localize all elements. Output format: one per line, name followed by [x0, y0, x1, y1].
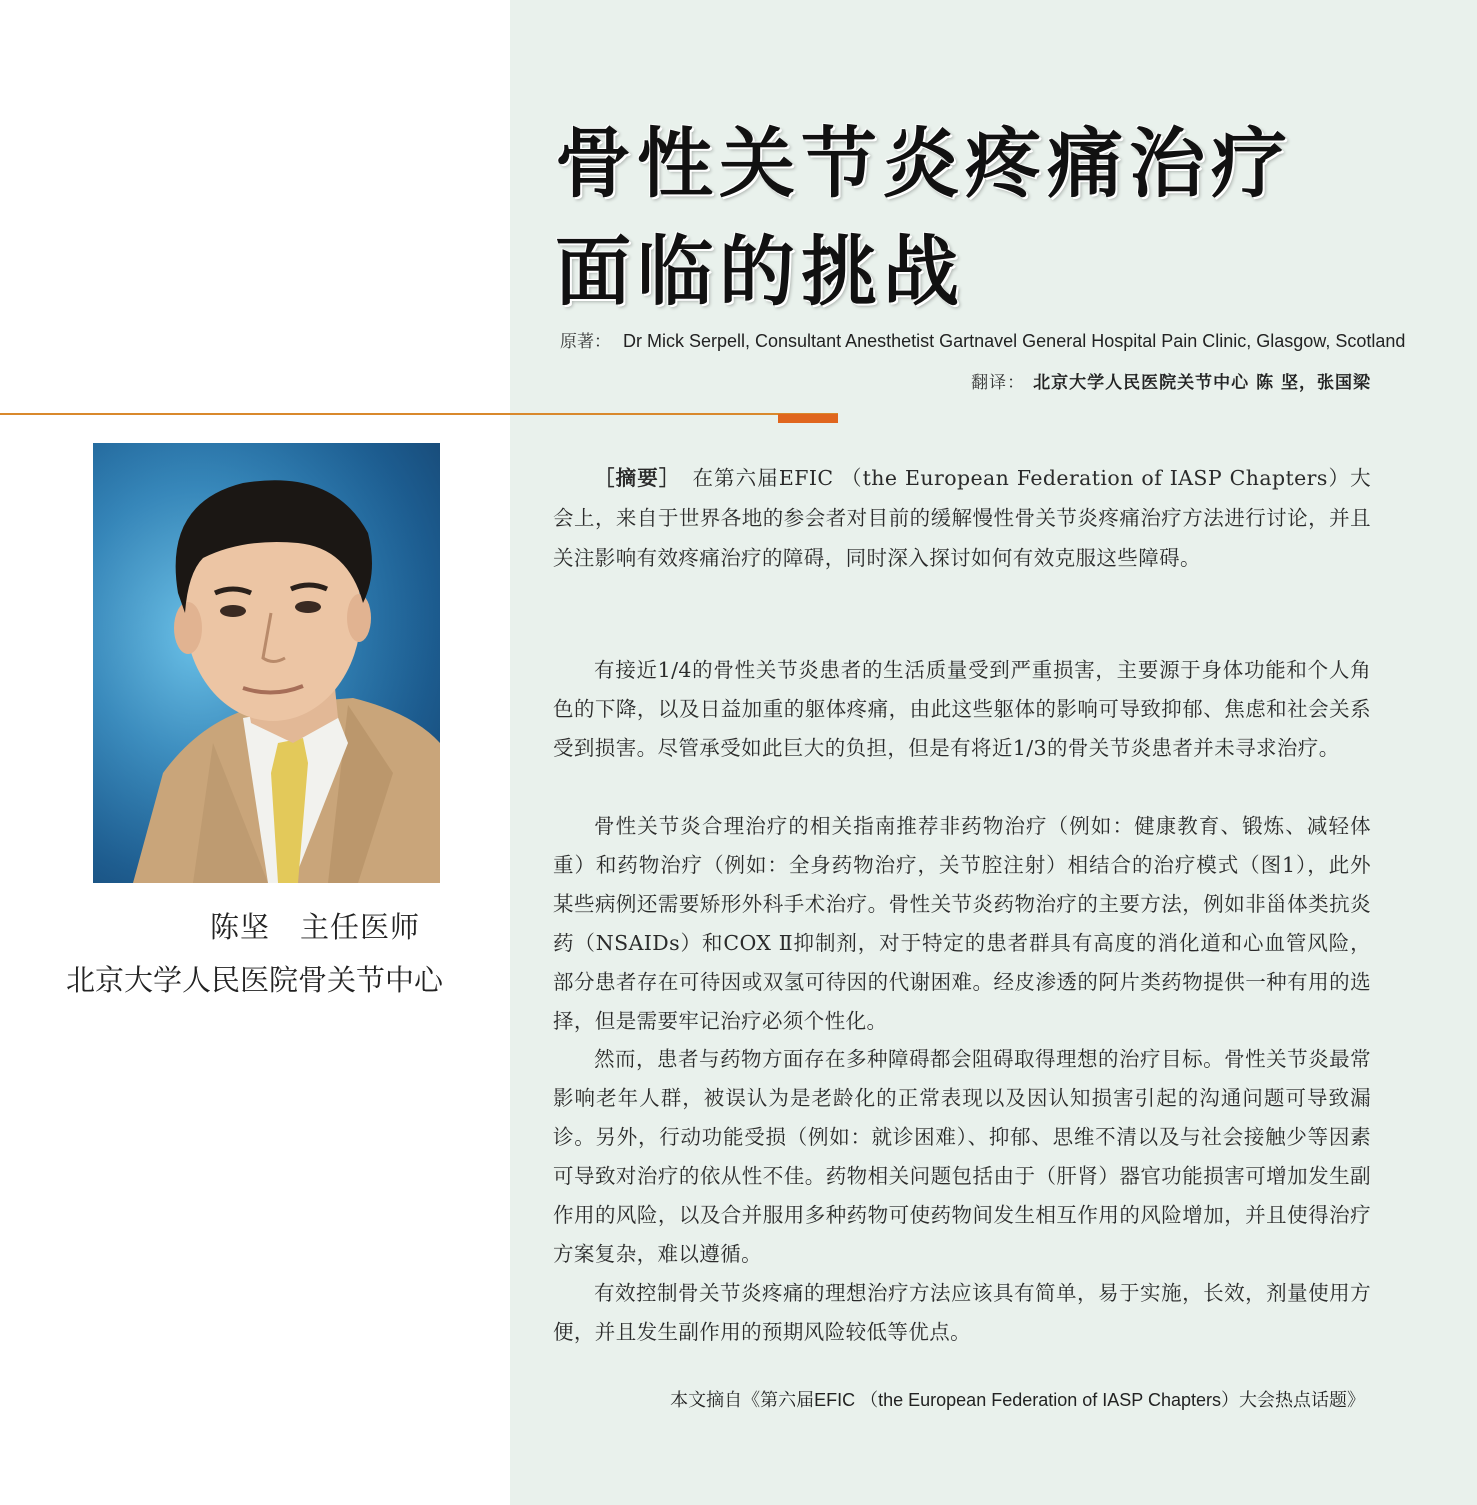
- profile-caption: [210, 905, 420, 946]
- profile-role: 主任医师: [300, 910, 421, 944]
- abstract-paragraph: [553, 458, 1371, 578]
- translator-line: [971, 368, 1371, 393]
- profile-organization: 北京大学人民医院骨关节中心: [66, 963, 444, 997]
- body-paragraph-2: 骨性关节炎合理治疗的相关指南推荐非药物治疗（例如：健康教育、锻炼、减轻体重）和药物治疗（例如：全身药物治疗，关节腔注射）相结合的治疗模式（图1），此外某些病例还需要矫形外科手术治疗。骨性关节炎药物治疗的主要方法，例如非甾体类抗炎药（NSAIDs）和COX Ⅱ抑制剂，对于特定的患者群具有高度的消化道和心血管风险，部分患者存在可待因或双氢可待因的代谢困难。经皮渗透的阿片类药物提供一种有用的选择，但是需要牢记治疗必须个性化。: [553, 814, 1371, 1033]
- divider-line: [0, 413, 838, 415]
- author-portrait-photo: [93, 443, 440, 883]
- abstract-text: 在第六届EFIC （the European Federation of IASP Chapters）大会上，来自于世界各地的参会者对目前的缓解慢性骨关节炎疼痛治疗方法进行讨论，并且关注影响有效疼痛治疗的障碍，同时深入探讨如何有效克服这些障碍。: [553, 466, 1371, 570]
- author-name: Dr Mick Serpell, Consultant Anesthetist Gartnavel General Hospital Pain Clinic, Glasgow, Scotland: [623, 331, 1406, 351]
- translator-label: 翻译：: [971, 373, 1026, 393]
- author-line: [560, 327, 1406, 352]
- source-note: 本文摘自《第六届EFIC （the European Federation of IASP Chapters）大会热点话题》: [670, 1390, 1365, 1410]
- title-line-1: 骨性关节炎疼痛治疗: [555, 119, 1293, 208]
- translator-names: 北京大学人民医院关节中心 陈 坚，张国梁: [1033, 373, 1371, 393]
- body-paragraph-4: 有效控制骨关节炎疼痛的理想治疗方法应该具有简单，易于实施，长效，剂量使用方便，并且发生副作用的预期风险较低等优点。: [553, 1281, 1371, 1344]
- article-title: [555, 110, 1435, 326]
- body-paragraph-3: 然而，患者与药物方面存在多种障碍都会阻碍取得理想的治疗目标。骨性关节炎最常影响老年人群，被误认为是老龄化的正常表现以及因认知损害引起的沟通问题可导致漏诊。另外，行动功能受损（例如：就诊困难）、抑郁、思维不清以及与社会接触少等因素可导致对治疗的依从性不佳。药物相关问题包括由于（肝肾）器官功能损害可增加发生副作用的风险，以及合并服用多种药物可使药物间发生相互作用的风险增加，并且使得治疗方案复杂，难以遵循。: [553, 1047, 1371, 1266]
- author-label: 原著：: [560, 332, 611, 352]
- title-line-2: 面临的挑战: [555, 227, 965, 316]
- divider-accent: [778, 414, 838, 423]
- abstract-label: ［摘要］: [594, 466, 681, 490]
- profile-name: 陈坚: [210, 910, 271, 944]
- body-paragraph-1: 有接近1/4的骨性关节炎患者的生活质量受到严重损害，主要源于身体功能和个人角色的下降，以及日益加重的躯体疼痛，由此这些躯体的影响可导致抑郁、焦虑和社会关系受到损害。尽管承受如此巨大的负担，但是有将近1/3的骨关节炎患者并未寻求治疗。: [553, 658, 1371, 760]
- portrait-illustration: [93, 443, 440, 883]
